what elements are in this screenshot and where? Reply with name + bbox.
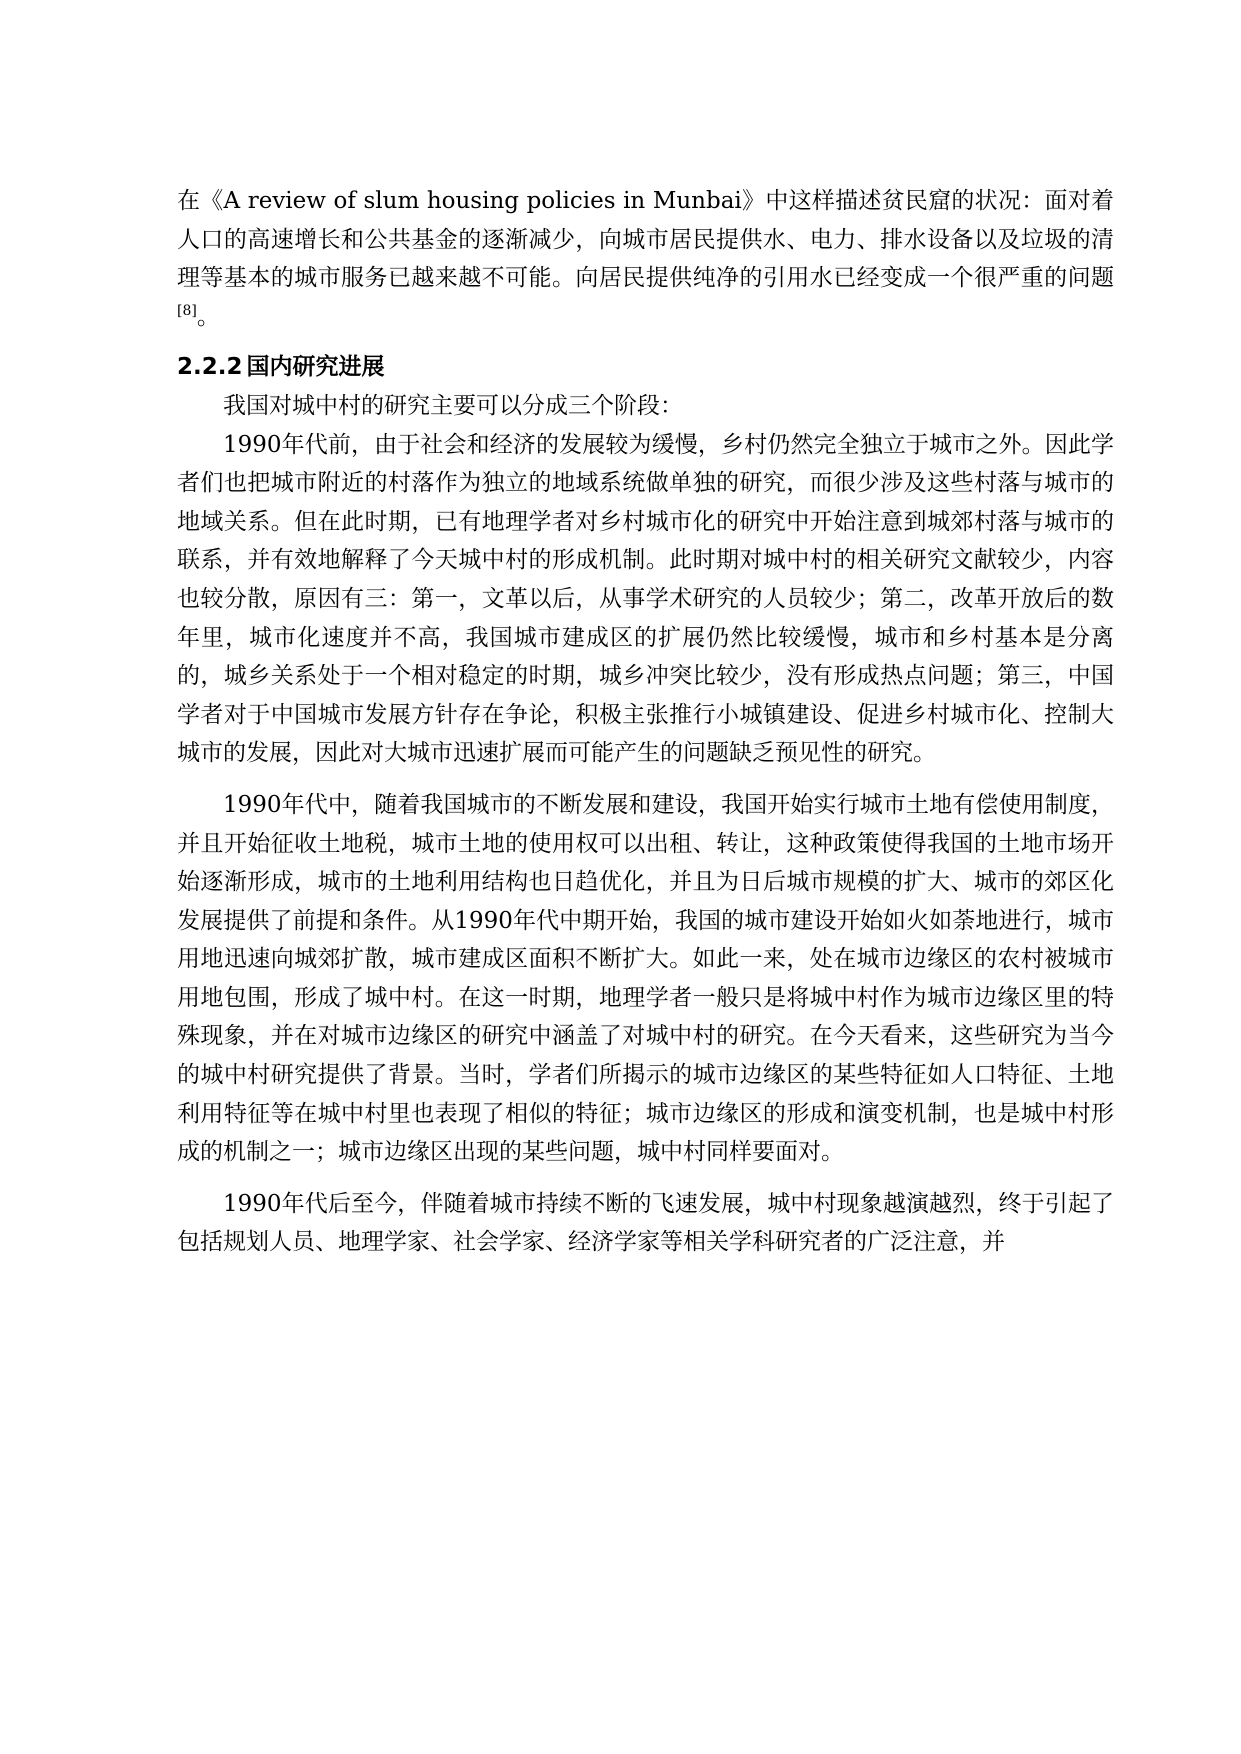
intro-text-end: 。 [196,303,220,330]
section-heading [177,348,1114,387]
paragraph-pre-1990s: 1990年代前，由于社会和经济的发展较为缓慢，乡村仍然完全独立于城市之外。因此学者们也把城市附近的村落作为独立的地域系统做单独的研究，而很少涉及这些村落与城市的地域关系。但在此时期，已有地理学者对乡村城市化的研究中开始注意到城郊村落与城市的联系，并有效地解释了今天城中村的形成机制。此时期对城中村的相关研究文献较少，内容也较分散，原因有三：第一，文革以后，从事学术研究的人员较少；第二，改革开放后的数年里，城市化速度并不高，我国城市建成区的扩展仍然比较缓慢，城市和乡村基本是分离的，城乡关系处于一个相对稳定的时期，城乡冲突比较少，没有形成热点问题；第三，中国学者对于中国城市发展方针存在争论，积极主张推行小城镇建设、促进乡村城市化、控制大城市的发展，因此对大城市迅速扩展而可能产生的问题缺乏预见性的研究。 [177,431,1114,767]
document-body [177,182,1114,1262]
citation-reference: [8] [177,302,197,319]
intro-text: 在《A review of slum housing policies in Munbai》中这样描述贫民窟的状况：面对着人口的高速增长和公共基金的逐渐减少，向城市居民提供水、电力、排水设备以及垃圾的清理等基本的城市服务已越来越不可能。向居民提供纯净的引用水已经变成一个很严重的问题 [177,188,1114,292]
paragraph-post-1990s: 1990年代后至今，伴随着城市持续不断的飞速发展，城中村现象越演越烈，终于引起了包括规划人员、地理学家、社会学家、经济学家等相关学科研究者的广泛注意，并 [177,1190,1114,1256]
section-number: 2.2.2 [177,354,243,381]
section-title: 国内研究进展 [246,354,385,381]
paragraph-stages-intro: 我国对城中村的研究主要可以分成三个阶段： [223,392,683,419]
intro-paragraph [177,182,1114,336]
paragraph-mid-1990s: 1990年代中，随着我国城市的不断发展和建设，我国开始实行城市土地有偿使用制度，并且开始征收土地税，城市土地的使用权可以出租、转让，这种政策使得我国的土地市场开始逐渐形成，城市的土地利用结构也日趋优化，并且为日后城市规模的扩大、城市的郊区化发展提供了前提和条件。从1990年代中期开始，我国的城市建设开始如火如荼地进行，城市用地迅速向城郊扩散，城市建成区面积不断扩大。如此一来，处在城市边缘区的农村被城市用地包围，形成了城中村。在这一时期，地理学者一般只是将城中村作为城市边缘区里的特殊现象，并在对城市边缘区的研究中涵盖了对城中村的研究。在今天看来，这些研究为当今的城中村研究提供了背景。当时，学者们所揭示的城市边缘区的某些特征如人口特征、土地利用特征等在城中村里也表现了相似的特征；城市边缘区的形成和演变机制，也是城中村形成的机制之一；城市边缘区出现的某些问题，城中村同样要面对。 [177,791,1114,1166]
